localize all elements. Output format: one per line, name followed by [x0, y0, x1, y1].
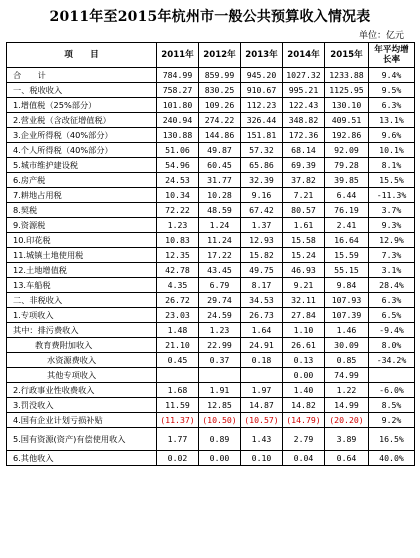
cell-value: 9.6% [369, 128, 415, 143]
cell-value: 31.77 [199, 173, 241, 188]
cell-value: 0.89 [199, 428, 241, 451]
table-row [7, 83, 415, 98]
cell-value: 1.43 [241, 428, 283, 451]
cell-value: 39.85 [325, 173, 369, 188]
cell-value: 14.87 [241, 398, 283, 413]
cell-value: 16.64 [325, 233, 369, 248]
cell-value: 10.28 [199, 188, 241, 203]
row-label: 1.专项收入 [7, 308, 157, 323]
cell-value: 40.0% [369, 451, 415, 466]
cell-value: 42.78 [157, 263, 199, 278]
cell-value: 32.11 [283, 293, 325, 308]
cell-value: 240.94 [157, 113, 199, 128]
cell-value: 34.53 [241, 293, 283, 308]
cell-value: 1125.95 [325, 83, 369, 98]
row-label: 其他专项收入 [7, 368, 157, 383]
cell-value: 9.84 [325, 278, 369, 293]
cell-value: 24.53 [157, 173, 199, 188]
cell-value: 10.83 [157, 233, 199, 248]
cell-value: 758.27 [157, 83, 199, 98]
cell-value: 995.21 [283, 83, 325, 98]
cell-value: 43.45 [199, 263, 241, 278]
table-row [7, 308, 415, 323]
cell-value: 28.4% [369, 278, 415, 293]
table-row [7, 233, 415, 248]
cell-value: 172.36 [283, 128, 325, 143]
cell-value: 79.28 [325, 158, 369, 173]
cell-value: 151.81 [241, 128, 283, 143]
table-row [7, 413, 415, 428]
cell-value: 1.61 [283, 218, 325, 233]
cell-value: 1.68 [157, 383, 199, 398]
cell-value: 9.5% [369, 83, 415, 98]
cell-value: 7.3% [369, 248, 415, 263]
row-label: 7.耕地占用税 [7, 188, 157, 203]
cell-value [157, 368, 199, 383]
page-title: 2011年至2015年杭州市一般公共预算收入情况表 [49, 9, 371, 25]
cell-value: -11.3% [369, 188, 415, 203]
cell-value: 11.24 [199, 233, 241, 248]
cell-value: 15.24 [283, 248, 325, 263]
table-row [7, 173, 415, 188]
cell-value: 6.5% [369, 308, 415, 323]
cell-value: 72.22 [157, 203, 199, 218]
table-row [7, 338, 415, 353]
cell-value: 0.00 [283, 368, 325, 383]
cell-value: 16.5% [369, 428, 415, 451]
cell-value: 69.39 [283, 158, 325, 173]
cell-value: 4.35 [157, 278, 199, 293]
table-row [7, 68, 415, 83]
cell-value: 8.17 [241, 278, 283, 293]
cell-value: 1.40 [283, 383, 325, 398]
cell-value: 3.89 [325, 428, 369, 451]
cell-value: 0.45 [157, 353, 199, 368]
cell-value: 2.41 [325, 218, 369, 233]
cell-value: 7.21 [283, 188, 325, 203]
cell-value: 1.10 [283, 323, 325, 338]
cell-value: 22.99 [199, 338, 241, 353]
table-row [7, 278, 415, 293]
cell-value: 12.93 [241, 233, 283, 248]
cell-value: 14.99 [325, 398, 369, 413]
cell-value: 1.24 [199, 218, 241, 233]
table-row [7, 353, 415, 368]
cell-value: 9.21 [283, 278, 325, 293]
table-row [7, 98, 415, 113]
row-label: 水资源费收入 [7, 353, 157, 368]
cell-value: 60.45 [199, 158, 241, 173]
cell-value: -9.4% [369, 323, 415, 338]
cell-value: 21.10 [157, 338, 199, 353]
table-row [7, 263, 415, 278]
cell-value: 0.85 [325, 353, 369, 368]
cell-value: 0.02 [157, 451, 199, 466]
row-label: 合 计 [7, 68, 157, 83]
cell-value: 1.46 [325, 323, 369, 338]
cell-value: 13.1% [369, 113, 415, 128]
cell-value: 12.85 [199, 398, 241, 413]
cell-value: 10.34 [157, 188, 199, 203]
cell-value: -34.2% [369, 353, 415, 368]
cell-value: 23.03 [157, 308, 199, 323]
cell-value: 2.79 [283, 428, 325, 451]
cell-value: 1233.88 [325, 68, 369, 83]
row-label: 9.资源税 [7, 218, 157, 233]
cell-value: 3.1% [369, 263, 415, 278]
cell-value: 51.06 [157, 143, 199, 158]
cell-value: 46.93 [283, 263, 325, 278]
cell-value: 6.3% [369, 293, 415, 308]
cell-value: -6.0% [369, 383, 415, 398]
cell-value: 1.97 [241, 383, 283, 398]
row-label: 6.其他收入 [7, 451, 157, 466]
cell-value: 26.73 [241, 308, 283, 323]
row-label: 4.国有企业计划亏损补贴 [7, 413, 157, 428]
table-row [7, 398, 415, 413]
table-row [7, 188, 415, 203]
cell-value: 122.43 [283, 98, 325, 113]
cell-value: 274.22 [199, 113, 241, 128]
cell-value: (10.57) [241, 413, 283, 428]
cell-value: 49.75 [241, 263, 283, 278]
row-label: 其中：排污费收入 [7, 323, 157, 338]
cell-value: 1.37 [241, 218, 283, 233]
cell-value: 1.48 [157, 323, 199, 338]
cell-value: 3.7% [369, 203, 415, 218]
cell-value: 130.88 [157, 128, 199, 143]
cell-value: 9.3% [369, 218, 415, 233]
cell-value: 6.79 [199, 278, 241, 293]
table-row [7, 158, 415, 173]
cell-value: 68.14 [283, 143, 325, 158]
cell-value: 15.58 [283, 233, 325, 248]
cell-value [199, 368, 241, 383]
row-label: 2.营业税（含改征增值税） [7, 113, 157, 128]
row-label: 3.罚没收入 [7, 398, 157, 413]
cell-value: 348.82 [283, 113, 325, 128]
cell-value: (14.79) [283, 413, 325, 428]
cell-value: 0.00 [199, 451, 241, 466]
row-label: 教育费附加收入 [7, 338, 157, 353]
cell-value: 74.99 [325, 368, 369, 383]
cell-value: 144.86 [199, 128, 241, 143]
table-row [7, 203, 415, 218]
cell-value: 112.23 [241, 98, 283, 113]
table-row [7, 451, 415, 466]
table-row [7, 218, 415, 233]
cell-value: 1.23 [199, 323, 241, 338]
cell-value [241, 368, 283, 383]
header-item: 项 目 [7, 43, 157, 68]
table-row [7, 143, 415, 158]
row-label: 二、非税收入 [7, 293, 157, 308]
cell-value: 1027.32 [283, 68, 325, 83]
header-2014: 2014年 [283, 43, 325, 68]
cell-value: 27.84 [283, 308, 325, 323]
cell-value: 1.23 [157, 218, 199, 233]
header-2015: 2015年 [325, 43, 369, 68]
cell-value: 859.99 [199, 68, 241, 83]
header-growth: 年平均增长率 [369, 43, 415, 68]
cell-value: 8.1% [369, 158, 415, 173]
cell-value: 910.67 [241, 83, 283, 98]
cell-value: 101.80 [157, 98, 199, 113]
cell-value: 26.61 [283, 338, 325, 353]
cell-value: 15.82 [241, 248, 283, 263]
table-row [7, 368, 415, 383]
cell-value: 9.16 [241, 188, 283, 203]
unit-label: 单位：亿元 [358, 31, 404, 41]
cell-value: 65.86 [241, 158, 283, 173]
cell-value: 57.32 [241, 143, 283, 158]
row-label: 4.个人所得税（40%部分） [7, 143, 157, 158]
cell-value: 6.3% [369, 98, 415, 113]
cell-value: 49.87 [199, 143, 241, 158]
cell-value: (20.20) [325, 413, 369, 428]
cell-value: 0.64 [325, 451, 369, 466]
cell-value: 0.04 [283, 451, 325, 466]
cell-value: 1.22 [325, 383, 369, 398]
cell-value: 830.25 [199, 83, 241, 98]
cell-value: 26.72 [157, 293, 199, 308]
cell-value: 1.91 [199, 383, 241, 398]
header-2013: 2013年 [241, 43, 283, 68]
cell-value: 24.59 [199, 308, 241, 323]
cell-value: 409.51 [325, 113, 369, 128]
cell-value: 6.44 [325, 188, 369, 203]
row-label: 13.车船税 [7, 278, 157, 293]
cell-value: 67.42 [241, 203, 283, 218]
cell-value: 192.86 [325, 128, 369, 143]
cell-value: 8.0% [369, 338, 415, 353]
table-row [7, 248, 415, 263]
cell-value: (11.37) [157, 413, 199, 428]
table-row [7, 128, 415, 143]
row-label: 5.城市维护建设税 [7, 158, 157, 173]
cell-value: 29.74 [199, 293, 241, 308]
cell-value: 24.91 [241, 338, 283, 353]
header-2011: 2011年 [157, 43, 199, 68]
cell-value: 1.64 [241, 323, 283, 338]
revenue-table [6, 42, 415, 466]
row-label: 5.国有资源(资产)有偿使用收入 [7, 428, 157, 451]
row-label: 2.行政事业性收费收入 [7, 383, 157, 398]
cell-value: 32.39 [241, 173, 283, 188]
cell-value: 8.5% [369, 398, 415, 413]
cell-value: 37.82 [283, 173, 325, 188]
cell-value: 9.2% [369, 413, 415, 428]
cell-value: 30.09 [325, 338, 369, 353]
cell-value: 0.18 [241, 353, 283, 368]
cell-value: 10.1% [369, 143, 415, 158]
cell-value: 48.59 [199, 203, 241, 218]
table-row [7, 113, 415, 128]
cell-value: 109.26 [199, 98, 241, 113]
row-label: 6.房产税 [7, 173, 157, 188]
cell-value: 76.19 [325, 203, 369, 218]
row-label: 8.契税 [7, 203, 157, 218]
table-row [7, 428, 415, 451]
cell-value: 9.4% [369, 68, 415, 83]
cell-value: 0.37 [199, 353, 241, 368]
cell-value: 784.99 [157, 68, 199, 83]
row-label: 11.城镇土地使用税 [7, 248, 157, 263]
row-label: 一、税收收入 [7, 83, 157, 98]
row-label: 3.企业所得税（40%部分） [7, 128, 157, 143]
row-label: 10.印花税 [7, 233, 157, 248]
cell-value: 326.44 [241, 113, 283, 128]
table-row [7, 383, 415, 398]
cell-value: 12.35 [157, 248, 199, 263]
cell-value: 1.77 [157, 428, 199, 451]
cell-value: 80.57 [283, 203, 325, 218]
cell-value: 0.10 [241, 451, 283, 466]
table-header-row [7, 43, 415, 68]
row-label: 12.土地增值税 [7, 263, 157, 278]
cell-value: 107.39 [325, 308, 369, 323]
header-2012: 2012年 [199, 43, 241, 68]
cell-value: 15.59 [325, 248, 369, 263]
cell-value: 945.20 [241, 68, 283, 83]
cell-value: 11.59 [157, 398, 199, 413]
table-row [7, 293, 415, 308]
cell-value: 15.5% [369, 173, 415, 188]
cell-value: 55.15 [325, 263, 369, 278]
cell-value: 54.96 [157, 158, 199, 173]
cell-value: 107.93 [325, 293, 369, 308]
cell-value: 14.82 [283, 398, 325, 413]
cell-value [369, 368, 415, 383]
cell-value: 92.09 [325, 143, 369, 158]
cell-value: 130.10 [325, 98, 369, 113]
cell-value: 0.13 [283, 353, 325, 368]
row-label: 1.增值税（25%部分） [7, 98, 157, 113]
cell-value: 17.22 [199, 248, 241, 263]
cell-value: (10.50) [199, 413, 241, 428]
cell-value: 12.9% [369, 233, 415, 248]
table-row [7, 323, 415, 338]
